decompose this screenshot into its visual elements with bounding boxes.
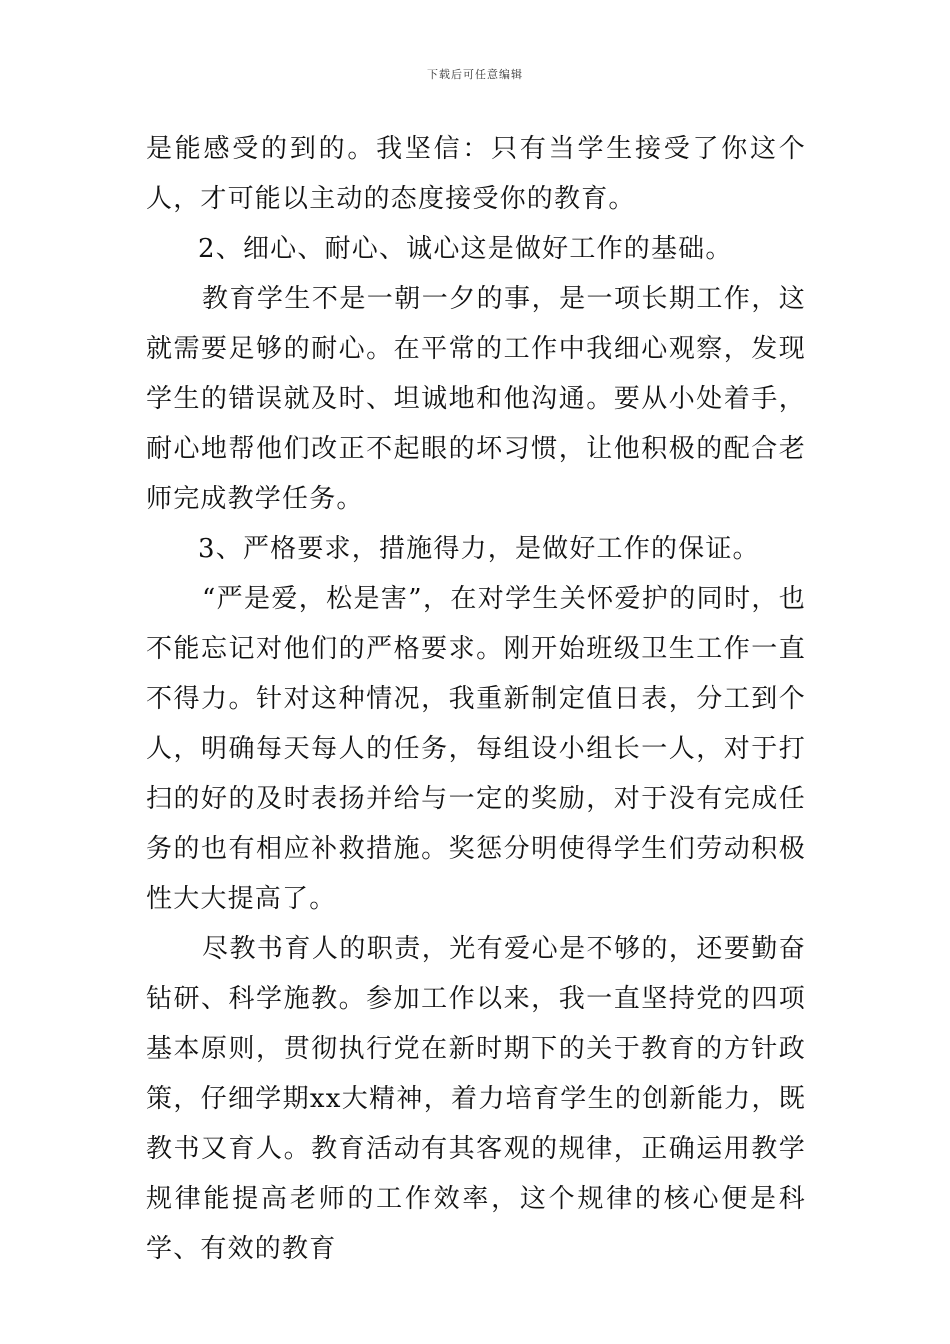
page-header: 下载后可任意编辑 <box>427 68 523 81</box>
paragraph-teaching-duty: 尽教书育人的职责，光有爱心是不够的，还要勤奋钻研、科学施教。参加工作以来，我一直坚持党的四项基本原则，贯彻执行党在新时期下的关于教育的方针政策，仔细学期xx大精神，着力培育学生的创新能力，既教书又育人。教育活动有其客观的规律，正确运用教学规律能提高老师的工作效率，这个规律的核心便是科学、有效的教育 <box>146 934 806 1264</box>
paragraph-patience: 教育学生不是一朝一夕的事，是一项长期工作，这就需要足够的耐心。在平常的工作中我细心观察，发现学生的错误就及时、坦诚地和他沟通。要从小处着手，耐心地帮他们改正不起眼的坏习惯，让他积极的配合老师完成教学任务。 <box>146 284 806 514</box>
paragraph-heading-2: 2、细心、耐心、诚心这是做好工作的基础。 <box>198 234 733 264</box>
document-body <box>146 124 806 1274</box>
paragraph-strict-requirements: “严是爱，松是害”，在对学生关怀爱护的同时，也不能忘记对他们的严格要求。刚开始班级卫生工作一直不得力。针对这种情况，我重新制定值日表，分工到个人，明确每天每人的任务，每组设小组长一人，对于打扫的好的及时表扬并给与一定的奖励，对于没有完成任务的也有相应补救措施。奖惩分明使得学生们劳动积极性大大提高了。 <box>146 584 806 914</box>
paragraph-continuation: 是能感受的到的。我坚信：只有当学生接受了你这个人，才可能以主动的态度接受你的教育。 <box>146 134 806 214</box>
paragraph-heading-3: 3、严格要求，措施得力，是做好工作的保证。 <box>198 534 760 564</box>
